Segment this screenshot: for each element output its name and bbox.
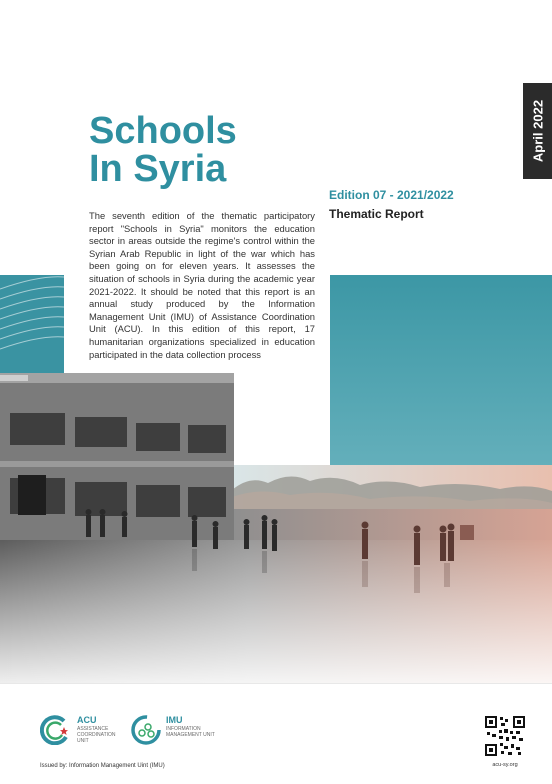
intro-paragraph: The seventh edition of the thematic participatory report "Schools in Syria" monitors the education sector in areas outside the regime's control within the Syrian Arab Republic in light of the war which has been going on for eleven years. It assesses the situation of schools in Syria during the academic year 2021-2022. It should be noted that this report is an annual study produced by the Information Management Unit (IMU) of Assistance Coordination Unit (ACU). In this edition of this report, 17 humanitarian organizations specialized in education participated in the data collection process xyxy=(89,210,315,360)
footer-divider xyxy=(0,683,552,684)
report-type-label: Thematic Report xyxy=(329,207,424,221)
website-label[interactable]: acu-sy.org xyxy=(492,762,518,768)
imu-name: IMU xyxy=(166,715,183,725)
acu-subtitle: ASSISTANCE COORDINATION UNIT xyxy=(77,726,116,744)
edition-label: Edition 07 - 2021/2022 xyxy=(329,188,454,202)
qr-code-icon[interactable] xyxy=(485,716,525,756)
title-line-1: Schools xyxy=(89,110,237,152)
acu-logo-icon xyxy=(40,715,70,745)
imu-logo-icon xyxy=(131,715,161,745)
date-label: April 2022 xyxy=(530,99,545,163)
report-title xyxy=(89,112,319,188)
date-badge xyxy=(523,83,552,179)
issued-by-label: Issued by: Information Management Uint (IMU) xyxy=(40,763,165,769)
acu-name: ACU xyxy=(77,715,97,725)
title-line-2: In Syria xyxy=(89,148,227,190)
imu-subtitle: INFORMATION MANAGEMENT UNIT xyxy=(166,726,215,738)
